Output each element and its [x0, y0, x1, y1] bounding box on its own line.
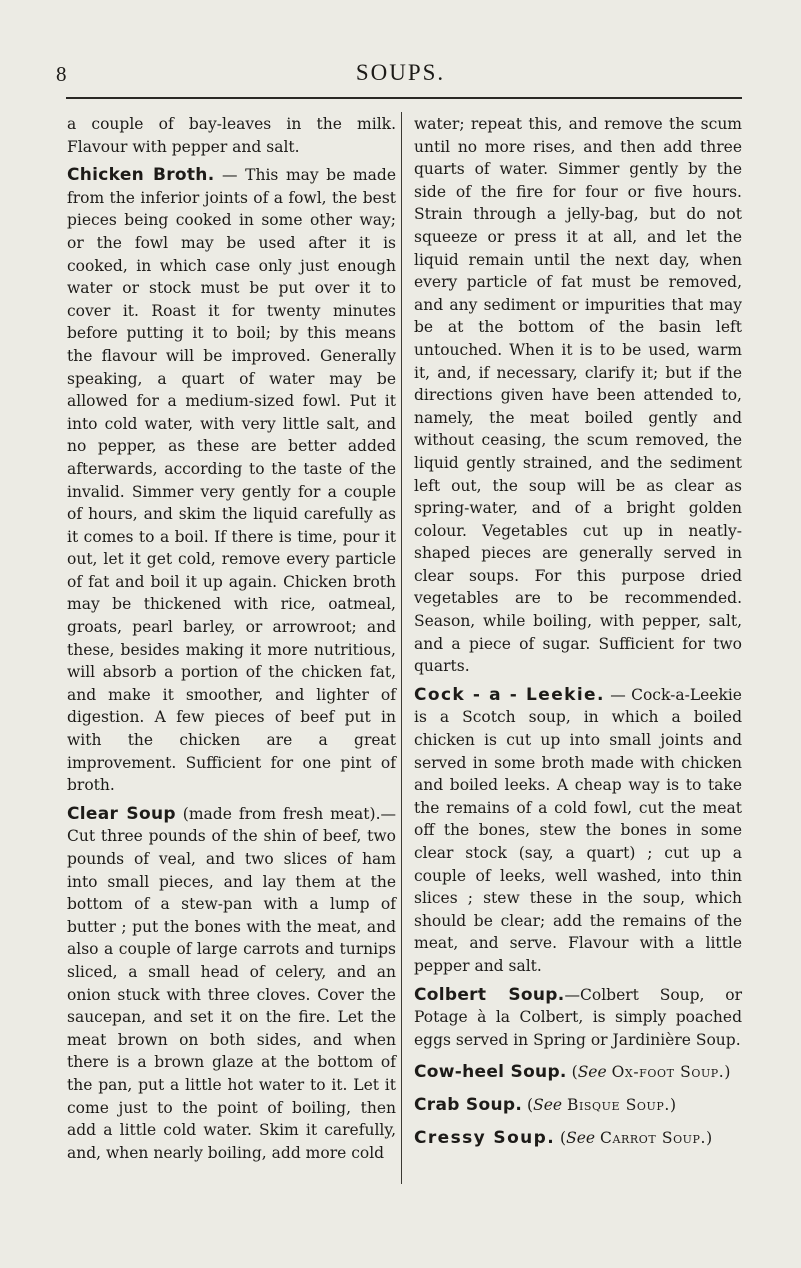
paren-open: (	[571, 1063, 578, 1082]
entry-cock-a-leekie	[414, 684, 742, 978]
paren-close: )	[724, 1063, 731, 1082]
entry-body: —Colbert Soup, or Potage à la Colbert, is simply poached eggs served in Spring or Jardinière Soup.	[414, 985, 742, 1049]
see-label: See	[566, 1128, 596, 1147]
cross-reference: Ox-foot Soup.	[611, 1063, 725, 1082]
entry-heading: Cock - a - Leekie.	[414, 684, 605, 705]
entry-body: — Cock-a-Leekie is a Scotch soup, in which a boiled chicken is cut up into small joints and served in some broth made with chicken and boiled leeks. A cheap way is to take the remains of a cold fowl, cut the meat off the bones, stew the bones in some clear stock (say, a quart) ; cut up a couple of leeks, well washed, into thin slices ; stew these in the soup, which should be clear; add the remains of the meat, and serve. Flavour with a little pepper and salt.	[414, 685, 742, 975]
paren-open: (	[527, 1095, 534, 1114]
running-title: SOUPS.	[355, 60, 446, 85]
header-rule	[66, 97, 742, 99]
column-divider	[401, 112, 402, 1184]
paren-open: (	[560, 1128, 567, 1147]
entry-cressy-soup	[414, 1127, 742, 1150]
entry-heading: Colbert Soup.	[414, 984, 565, 1005]
page-number: 8	[56, 62, 67, 86]
left-column	[67, 113, 396, 1170]
cross-reference: Bisque Soup.	[566, 1095, 670, 1114]
see-label: See	[577, 1063, 607, 1082]
entry-clear-soup	[67, 803, 396, 1165]
paren-close: )	[669, 1095, 676, 1114]
entry-cow-heel-soup	[414, 1061, 742, 1084]
entry-heading: Cressy Soup.	[414, 1127, 556, 1148]
paren-close: )	[706, 1128, 713, 1147]
entry-body: — This may be made from the inferior joints of a fowl, the best pieces being cooked in some other way; or the fowl may be used after it is cooked, in which case only just enough water or stock must be put over it to cover it. Roast it for twenty minutes before putting it to boil; by this means the flavour will be improved. Generally speaking, a quart of water may be allowed for a medium-sized fowl. Put it into cold water, with very little salt, and no pepper, as these are better added afterwards, according to the taste of the invalid. Simmer very gently for a couple of hours, and skim the liquid carefully as it comes to a boil. If there is time, pour it out, let it get cold, remove every particle of fat and boil it up again. Chicken broth may be thickened with rice, oatmeal, groats, pearl barley, or arrowroot; and these, besides making it more nutritious, will absorb a portion of the chicken fat, and make it smoother, and lighter of digestion. A few pieces of beef put in with the chicken are a great improvement. Sufficient for one pint of broth.	[67, 166, 396, 795]
entry-body: (made from fresh meat).— Cut three pounds of the shin of beef, two pounds of veal, and two slices of ham into small pieces, and lay them at the bottom of a stew-pan with a lump of butter ; put the bones with the meat, and also a couple of large carrots and turnips sliced, a small head of celery, and an onion stuck with three cloves. Cover the saucepan, and set it on the fire. Let the meat brown on both sides, and when there is a brown glaze at the bottom of the pan, put a little hot water to it. Let it come just to the point of boiling, then add a little cold water. Skim it carefully, and, when nearly boiling, add more cold	[67, 804, 396, 1162]
entry-heading: Chicken Broth.	[67, 165, 215, 186]
entry-colbert-soup	[414, 984, 742, 1052]
clear-soup-continued: water; repeat this, and remove the scum until no more rises, and then add three quarts of water. Simmer gently by the side of the fire for four or five hours. Strain through a jelly-bag, but do not squeeze or press it at all, and let the liquid remain until the next day, when every particle of fat must be removed, and any sediment or impurities that may be at the bottom of the basin left untouched. When it is to be used, warm it, and, if necessary, clarify it; but if the directions given have been attended to, namely, the meat boiled gently and without ceasing, the scum removed, the liquid gently strained, and the sediment left out, the soup will be as clear as spring-water, and of a bright golden colour. Vegetables cut up in neatly-shaped pieces are generally served in clear soups. For this purpose dried vegetables are to be recommended. Season, while boiling, with pepper, salt, and a piece of sugar. Sufficient for two quarts.	[414, 115, 742, 676]
entry-heading: Cow-heel Soup.	[414, 1062, 567, 1083]
entry-crab-soup	[414, 1094, 742, 1117]
entry-heading: Clear Soup	[67, 803, 176, 824]
entry-chicken-broth	[67, 164, 396, 797]
cross-reference: Carrot Soup.	[600, 1128, 707, 1147]
right-column	[414, 113, 742, 1155]
intro-continuation: a couple of bay-leaves in the milk. Flavour with pepper and salt.	[67, 115, 396, 156]
see-label: See	[533, 1095, 563, 1114]
entry-heading: Crab Soup.	[414, 1094, 523, 1115]
